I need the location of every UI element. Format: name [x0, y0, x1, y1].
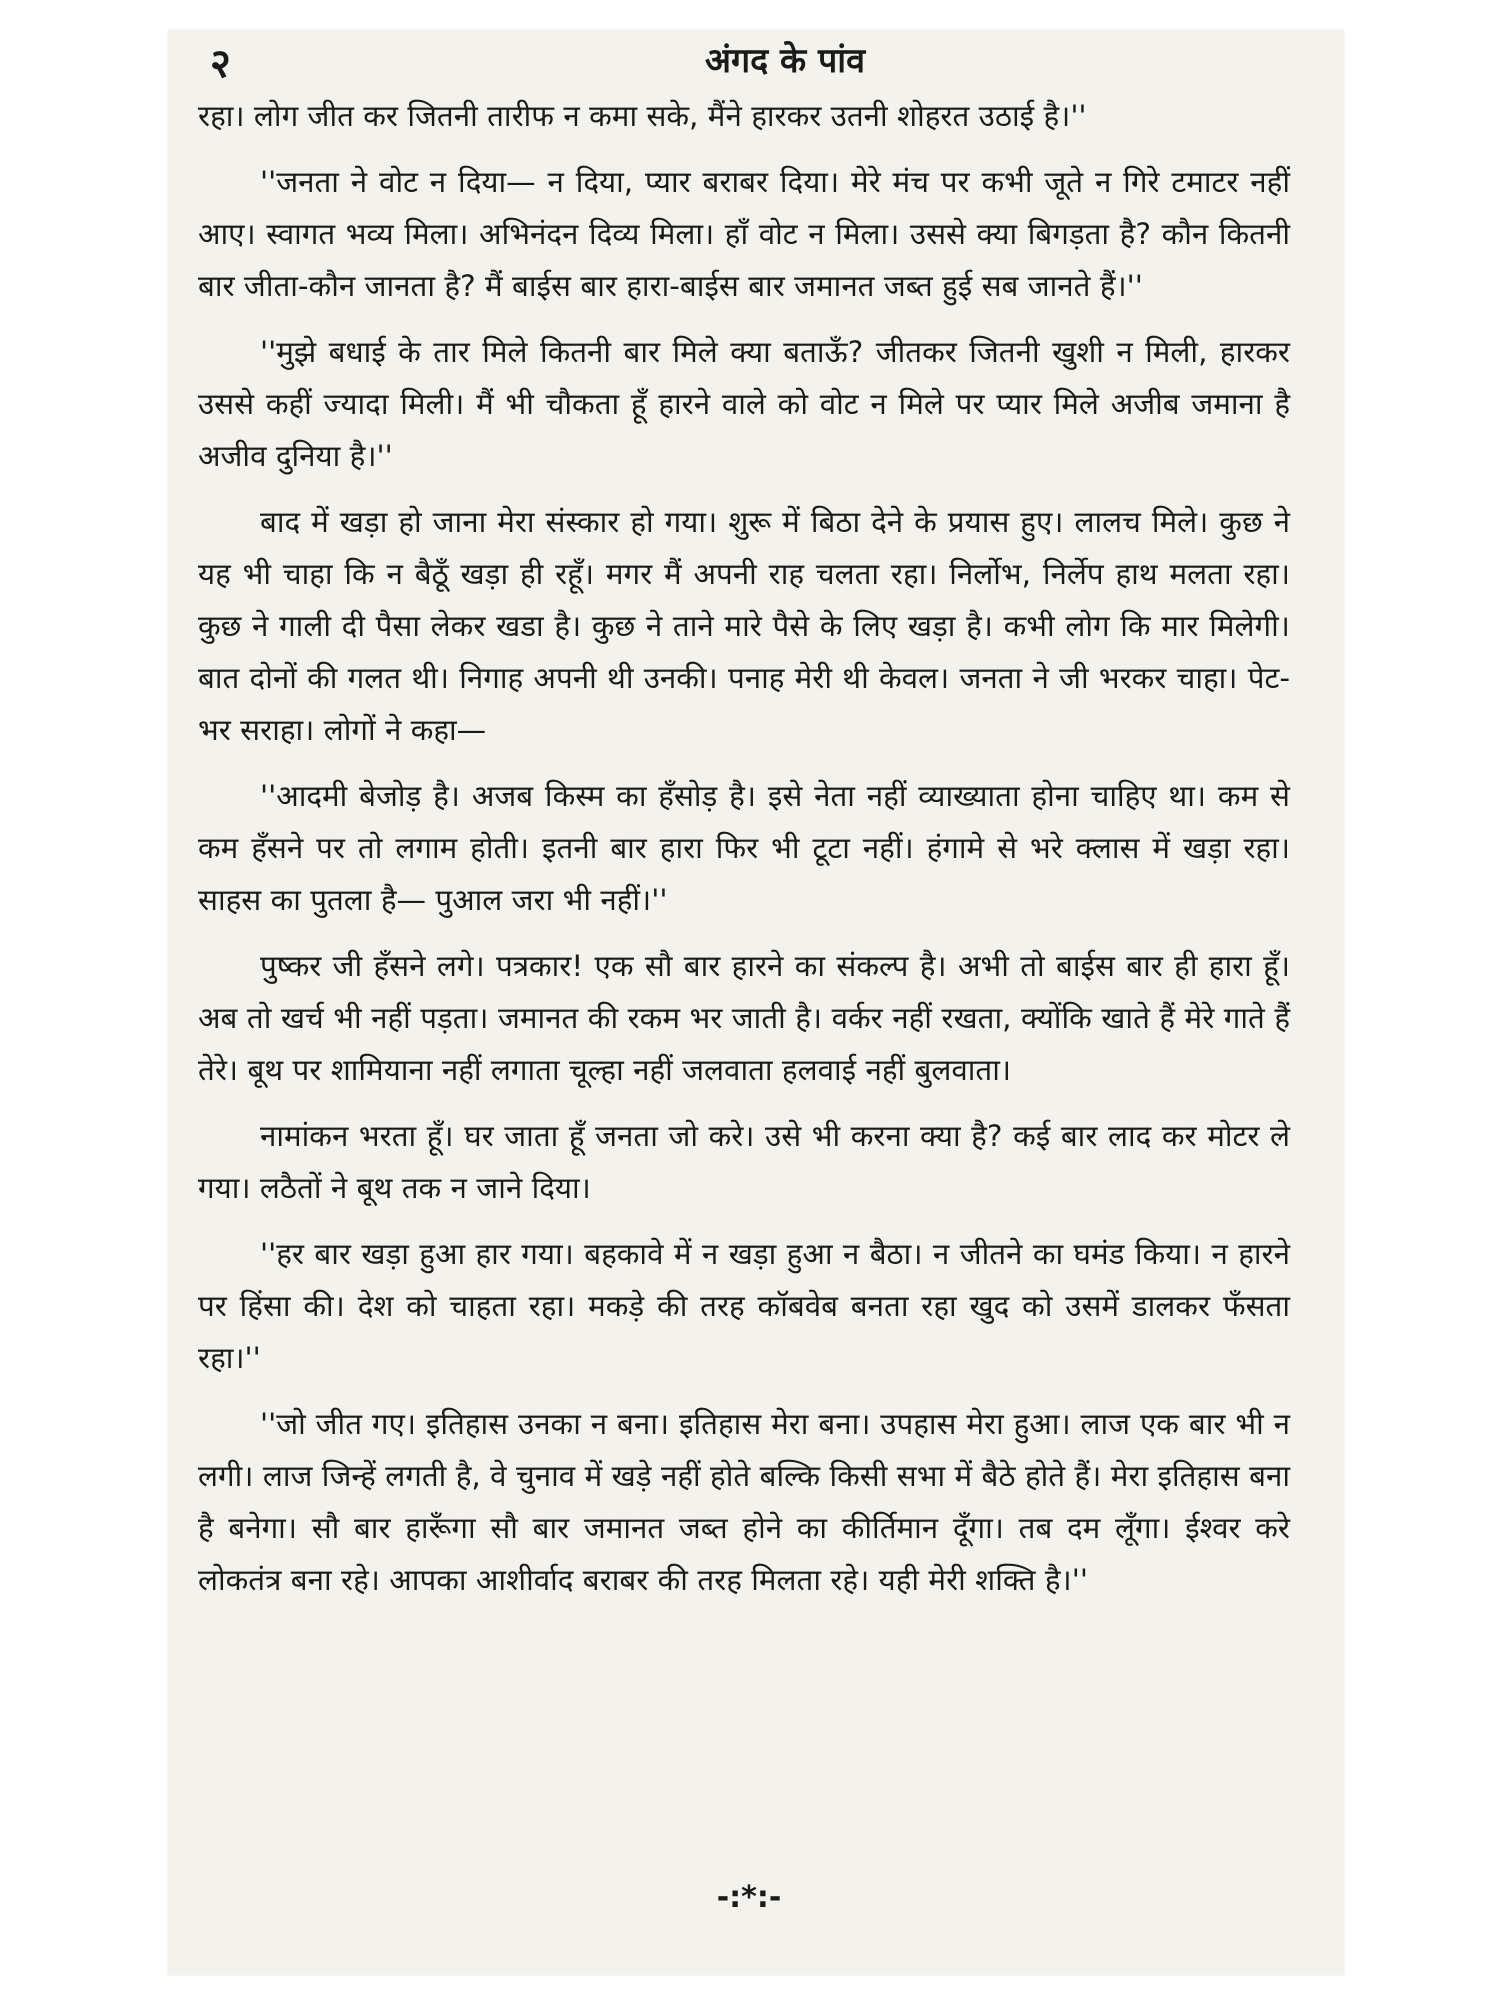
paragraph-3: ''मुझे बधाई के तार मिले कितनी बार मिले क्या बताऊँ? जीतकर जितनी खुशी न मिली, हारकर उससे कहीं ज्यादा मिली। मैं भी चौकता हूँ हारने वाले को वोट न मिले पर प्यार मिले अजीब जमाना है अजीव दुनिया है।'' [198, 335, 1290, 473]
paragraph-7: नामांकन भरता हूँ। घर जाता हूँ जनता जो करे। उसे भी करना क्या है? कई बार लाद कर मोटर ले गया। लठैतों ने बूथ तक न जाने दिया। [198, 1119, 1290, 1205]
paragraph-5: ''आदमी बेजोड़ है। अजब किस्म का हँसोड़ है। इसे नेता नहीं व्याख्याता होना चाहिए था। कम से कम हँसने पर तो लगाम होती। इतनी बार हारा फिर भी टूटा नहीं। हंगामे से भरे क्लास में खड़ा रहा। साहस का पुतला है— पुआल जरा भी नहीं।'' [198, 779, 1290, 917]
page-number: २ [210, 41, 231, 87]
section-end-mark: -:*:- [716, 1880, 782, 1915]
body-text [198, 90, 1290, 1620]
paragraph-1: रहा। लोग जीत कर जितनी तारीफ न कमा सके, मैंने हारकर उतनी शोहरत उठाई है।'' [198, 99, 1087, 133]
paragraph-2: ''जनता ने वोट न दिया— न दिया, प्यार बराबर दिया। मेरे मंच पर कभी जूते न गिरे टमाटर नहीं आए। स्वागत भव्य मिला। अभिनंदन दिव्य मिला। हाँ वोट न मिला। उससे क्या बिगड़ता है? कौन कितनी बार जीता-कौन जानता है? मैं बाईस बार हारा-बाईस बार जमानत जब्त हुई सब जानते हैं।'' [198, 165, 1290, 303]
paragraph-8: ''हर बार खड़ा हुआ हार गया। बहकावे में न खड़ा हुआ न बैठा। न जीतने का घमंड किया। न हारने पर हिंसा की। देश को चाहता रहा। मकड़े की तरह कॉबवेब बनता रहा खुद को उसमें डालकर फँसता रहा।'' [198, 1237, 1290, 1375]
paragraph-4: बाद में खड़ा हो जाना मेरा संस्कार हो गया। शुरू में बिठा देने के प्रयास हुए। लालच मिले। कुछ ने यह भी चाहा कि न बैठूँ खड़ा ही रहूँ। मगर मैं अपनी राह चलता रहा। निर्लोभ, निर्लेप हाथ मलता रहा। कुछ ने गाली दी पैसा लेकर खडा है। कुछ ने ताने मारे पैसे के लिए खड़ा है। कभी लोग कि मार मिलेगी। बात दोनों की गलत थी। निगाह अपनी थी उनकी। पनाह मेरी थी केवल। जनता ने जी भरकर चाहा। पेट-भर सराहा। लोगों ने कहा— [198, 505, 1290, 747]
running-title: अंगद के पांव [705, 41, 865, 81]
paragraph-9: ''जो जीत गए। इतिहास उनका न बना। इतिहास मेरा बना। उपहास मेरा हुआ। लाज एक बार भी न लगी। लाज जिन्हें लगती है, वे चुनाव में खड़े नहीं होते बल्कि किसी सभा में बैठे होते हैं। मेरा इतिहास बना है बनेगा। सौ बार हारूँगा सौ बार जमानत जब्त होने का कीर्तिमान दूँगा। तब दम लूँगा। ईश्वर करे लोकतंत्र बना रहे। आपका आशीर्वाद बराबर की तरह मिलता रहे। यही मेरी शक्ति है।'' [198, 1407, 1290, 1597]
paragraph-6: पुष्कर जी हँसने लगे। पत्रकार! एक सौ बार हारने का संकल्प है। अभी तो बाईस बार ही हारा हूँ। अब तो खर्च भी नहीं पड़ता। जमानत की रकम भर जाती है। वर्कर नहीं रखता, क्योंकि खाते हैं मेरे गाते हैं तेरे। बूथ पर शामियाना नहीं लगाता चूल्हा नहीं जलवाता हलवाई नहीं बुलवाता। [198, 949, 1290, 1087]
